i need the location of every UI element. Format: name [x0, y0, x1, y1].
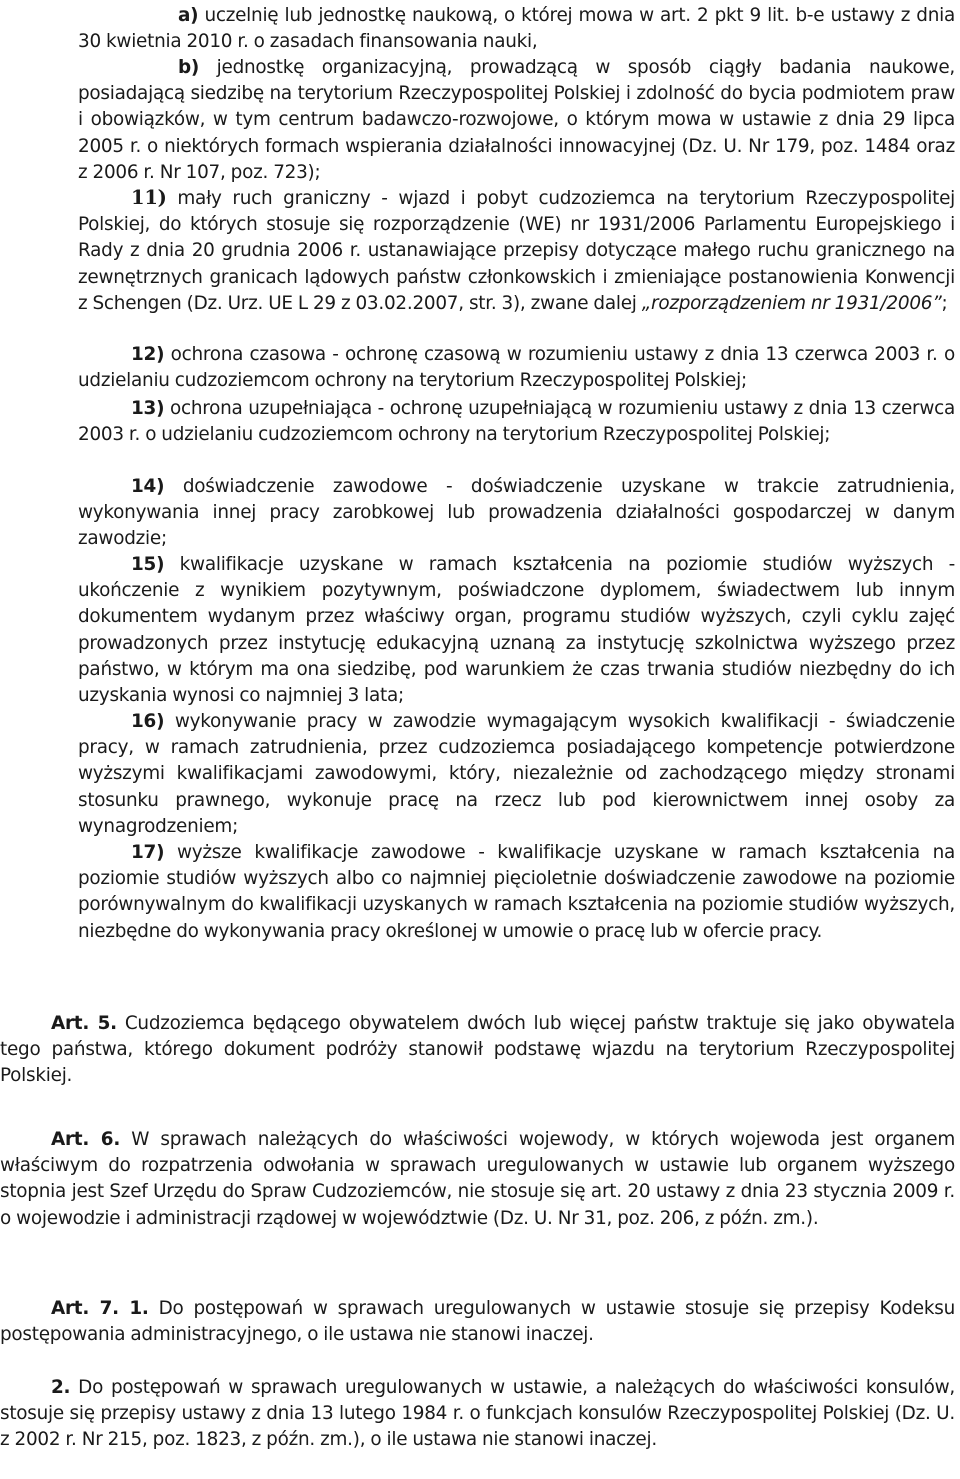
point-a-label: a): [178, 5, 199, 26]
article-5-label: Art. 5.: [51, 1013, 117, 1034]
point-a: [78, 3, 955, 55]
point-17-text: wyższe kwalifikacje zawodowe - kwalifikacje uzyskane w ramach kształcenia na poziomie studiów wyższych albo co najmniej pięcioletnie doświadczenie zawodowe na poziomie porównywalnym do kwalifikacji uzyskanych w ramach kształcenia na poziomie studiów wyższych, niezbędne do wykonywania pracy określonej w umowie o pracę lub w ofercie pracy.: [78, 842, 955, 942]
point-13-label: 13): [131, 398, 165, 419]
point-15-text: kwalifikacje uzyskane w ramach kształcenia na poziomie studiów wyższych - ukończenie z wynikiem pozytywnym, poświadczone dyplomem, świadectwem lub innym dokumentem wydanym przez właściwy organ, programu studiów wyższych, czyli cyklu zajęć prowadzonych przez instytucję edukacyjną uznaną za instytucję szkolnictwa wyższego przez państwo, w którym ma ona siedzibę, pod warunkiem że czas trwania studiów niezbędny do ich uzyskania wynosi co najmniej 3 lata;: [78, 554, 955, 707]
article-5-text: Cudzoziemca będącego obywatelem dwóch lub więcej państw traktuje się jako obywatela tego państwa, którego dokument podróży stanowił podstawę wjazdu na terytorium Rzeczypospolitej Polskiej.: [0, 1013, 956, 1087]
point-17-label: 17): [131, 842, 165, 863]
article-7-para-2: [0, 1375, 955, 1454]
article-5: [0, 1011, 955, 1090]
point-11: [78, 185, 955, 317]
point-15-label: 15): [131, 554, 165, 575]
point-16: [78, 709, 955, 840]
point-15: [78, 552, 955, 709]
article-7-para-1: [0, 1296, 955, 1348]
article-6: [0, 1127, 955, 1232]
point-b-label: b): [178, 57, 200, 78]
point-12-label: 12): [131, 344, 165, 365]
article-7-para-2-text: Do postępowań w sprawach uregulowanych w ustawie, a należących do właściwości konsulów, stosuje się przepisy ustawy z dnia 13 lutego 1984 r. o funkcjach konsulów Rzeczypospolitej Polskiej (Dz. U. z 2002 r. Nr 215, poz. 1823, z późn. zm.), o ile ustawa nie stanowi inaczej.: [0, 1377, 955, 1451]
point-14-label: 14): [131, 476, 165, 497]
point-16-label: 16): [131, 711, 165, 732]
point-17: [78, 840, 955, 945]
point-12-text: ochrona czasowa - ochronę czasową w rozumieniu ustawy z dnia 13 czerwca 2003 r. o udzielaniu cudzoziemcom ochrony na terytorium Rzeczypospolitej Polskiej;: [78, 344, 955, 392]
point-16-text: wykonywanie pracy w zawodzie wymagającym wysokich kwalifikacji - świadczenie pracy, w ramach zatrudnienia, przez cudzoziemca posiadającego kompetencje potwierdzone wyższymi kwalifikacjami zawodowymi, który, niezależnie od zachodzącego między stronami stosunku prawnego, wykonuje pracę na rzecz lub pod kierownictwem innej osoby za wynagrodzeniem;: [78, 711, 955, 837]
point-a-text: uczelnię lub jednostkę naukową, o której mowa w art. 2 pkt 9 lit. b-e ustawy z dnia 30 kwietnia 2010 r. o zasadach finansowania nauki,: [78, 5, 955, 53]
article-7-text: Do postępowań w sprawach uregulowanych w ustawie stosuje się przepisy Kodeksu postępowania administracyjnego, o ile ustawa nie stanowi inaczej.: [0, 1298, 956, 1346]
point-b-text: jednostkę organizacyjną, prowadzącą w sposób ciągły badania naukowe, posiadającą siedzibę na terytorium Rzeczypospolitej Polskiej i zdolność do bycia podmiotem praw i obowiązków, w tym centrum badawczo-rozwojowe, o którym mowa w ustawie z dnia 29 lipca 2005 r. o niektórych formach wspierania działalności innowacyjnej (Dz. U. Nr 179, poz. 1484 oraz z 2006 r. Nr 107, poz. 723);: [78, 57, 955, 183]
point-13: [78, 396, 955, 448]
point-b: [78, 55, 955, 186]
article-6-text: W sprawach należących do właściwości wojewody, w których wojewoda jest organem właściwym do rozpatrzenia odwołania w sprawach uregulowanych w ustawie lub organem wyższego stopnia jest Szef Urzędu do Spraw Cudzoziemców, nie stosuje się art. 20 ustawy z dnia 23 stycznia 2009 r. o wojewodzie i administracji rządowej w województwie (Dz. U. Nr 31, poz. 206, z późn. zm.).: [0, 1129, 956, 1229]
point-12: [78, 342, 955, 394]
article-7-para-2-label: 2.: [51, 1377, 71, 1398]
article-7-label: Art. 7. 1.: [51, 1298, 149, 1319]
article-6-label: Art. 6.: [51, 1129, 121, 1150]
point-11-term: „rozporządzeniem nr 1931/2006”: [641, 292, 942, 314]
point-11-tail: ;: [941, 292, 948, 314]
point-14: [78, 474, 955, 553]
point-14-text: doświadczenie zawodowe - doświadczenie uzyskane w trakcie zatrudnienia, wykonywania innej pracy zarobkowej lub prowadzenia działalności gospodarczej w danym zawodzie;: [78, 476, 955, 550]
point-11-text: mały ruch graniczny - wjazd i pobyt cudzoziemca na terytorium Rzeczypospolitej Polskiej, do których stosuje się rozporządzenie (WE) nr 1931/2006 Parlamentu Europejskiego i Rady z dnia 20 grudnia 2006 r. ustanawiające przepisy dotyczące małego ruchu granicznego na zewnętrznych granicach lądowych państw członkowskich i zmieniające postanowienia Konwencji z Schengen (Dz. Urz. UE L 29 z 03.02.2007, str. 3), zwane dalej: [78, 188, 955, 314]
point-11-label: 11): [131, 186, 167, 209]
point-13-text: ochrona uzupełniająca - ochronę uzupełniającą w rozumieniu ustawy z dnia 13 czerwca 2003 r. o udzielaniu cudzoziemcom ochrony na terytorium Rzeczypospolitej Polskiej;: [78, 398, 955, 446]
